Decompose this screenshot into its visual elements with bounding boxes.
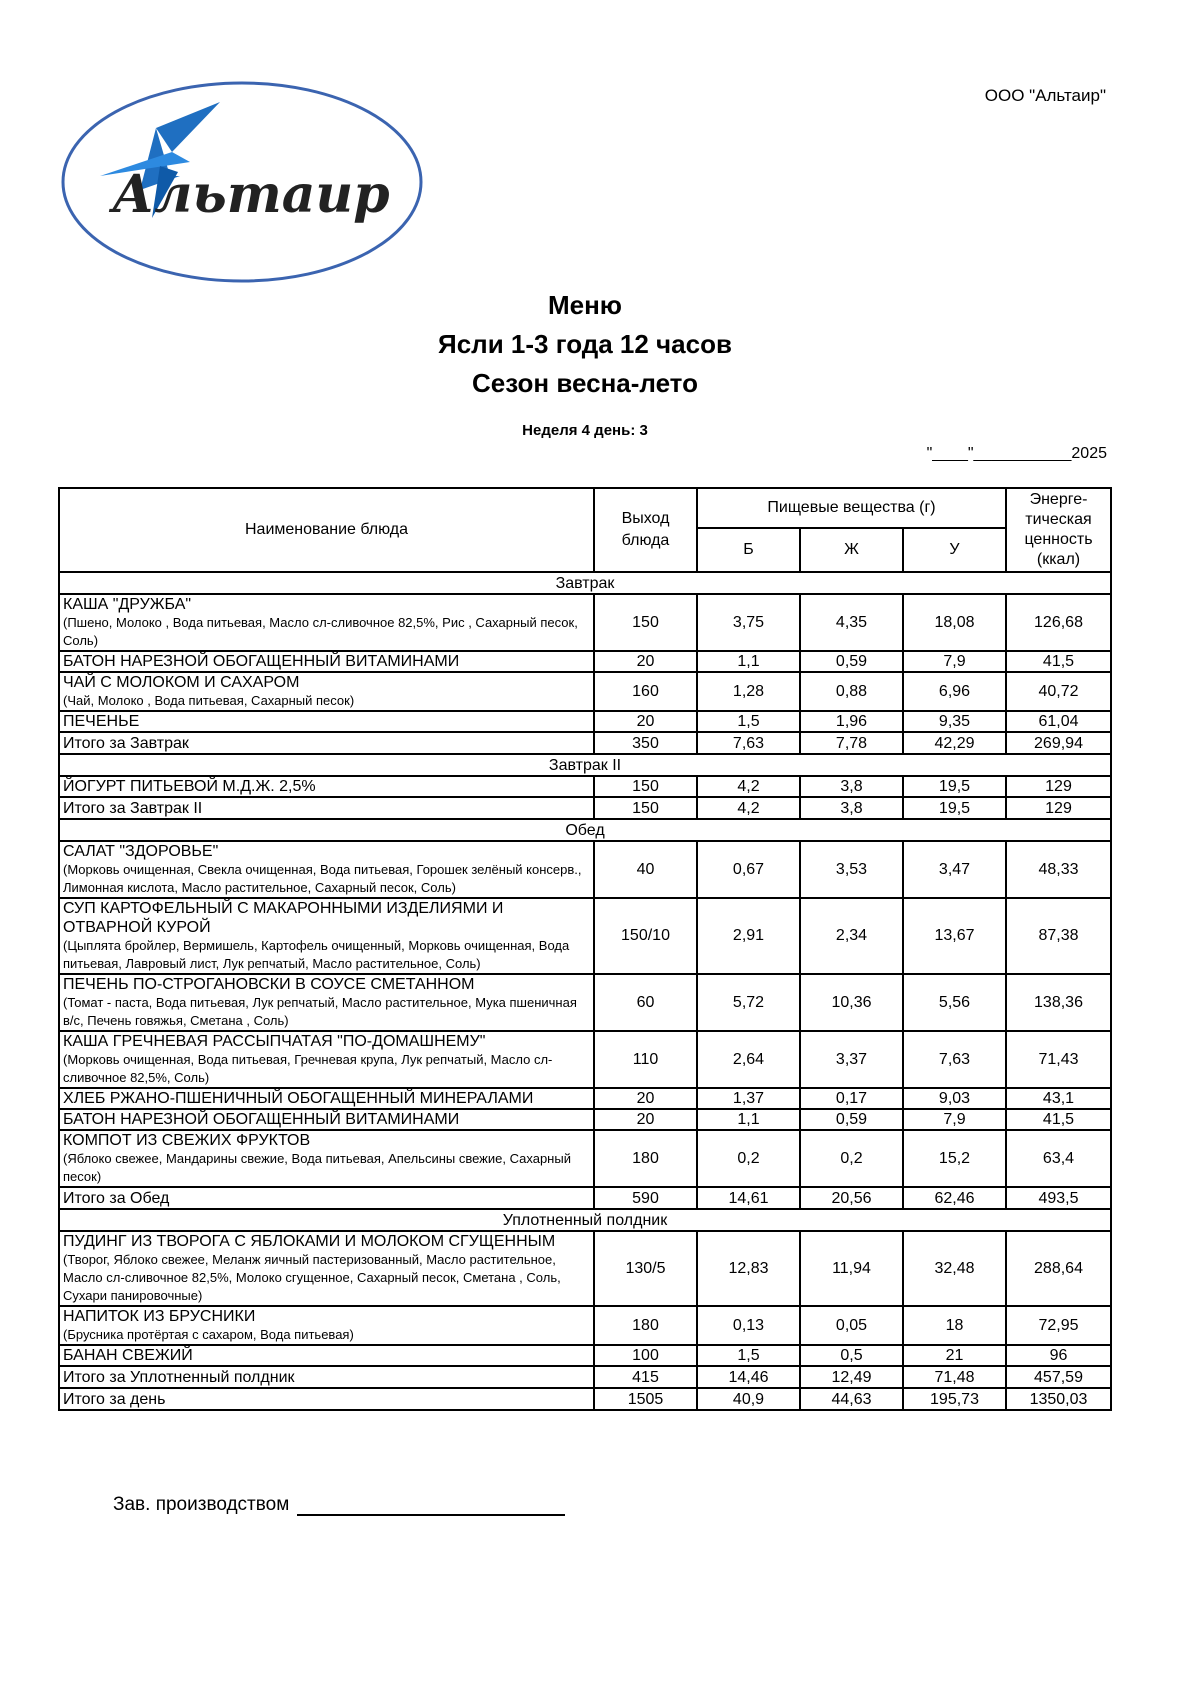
dish-row	[59, 672, 1111, 711]
dish-yield: 150/10	[594, 898, 697, 974]
menu-body	[59, 572, 1111, 1410]
dish-kcal: 41,5	[1006, 651, 1111, 672]
title-season: Сезон весна-лето	[472, 368, 698, 398]
dish-b: 3,75	[697, 594, 800, 651]
total-zh: 20,56	[800, 1187, 903, 1209]
dish-name: ЙОГУРТ ПИТЬЕВОЙ М.Д.Ж. 2,5%	[63, 778, 316, 795]
dish-cell	[59, 1306, 594, 1345]
dish-kcal: 96	[1006, 1345, 1111, 1366]
dish-cell	[59, 1088, 594, 1109]
dish-b: 1,1	[697, 651, 800, 672]
dish-u: 13,67	[903, 898, 1006, 974]
dish-row	[59, 594, 1111, 651]
section-row	[59, 754, 1111, 776]
title-group: Ясли 1-3 года 12 часов	[438, 329, 732, 359]
dish-name: БАТОН НАРЕЗНОЙ ОБОГАЩЕННЫЙ ВИТАМИНАМИ	[63, 1111, 460, 1128]
day-total-yield: 1505	[594, 1388, 697, 1410]
total-kcal: 457,59	[1006, 1366, 1111, 1388]
dish-kcal: 288,64	[1006, 1231, 1111, 1306]
section-row	[59, 572, 1111, 594]
title-menu: Меню	[547, 290, 623, 320]
total-zh: 12,49	[800, 1366, 903, 1388]
signature-label: Зав. производством	[113, 1494, 290, 1515]
dish-ingredients: (Яблоко свежее, Мандарины свежие, Вода питьевая, Апельсины свежие, Сахарный песок)	[63, 1151, 571, 1184]
dish-name: ПУДИНГ ИЗ ТВОРОГА С ЯБЛОКАМИ И МОЛОКОМ СГУЩЕННЫМ	[63, 1233, 556, 1250]
dish-zh: 10,36	[800, 974, 903, 1031]
dish-u: 18	[903, 1306, 1006, 1345]
week-day: Неделя 4 день: 3	[522, 422, 648, 439]
dish-b: 1,5	[697, 711, 800, 732]
dish-u: 7,9	[903, 651, 1006, 672]
date-line: "____"___________2025	[926, 445, 1107, 462]
total-row	[59, 732, 1111, 754]
dish-b: 2,64	[697, 1031, 800, 1088]
dish-u: 21	[903, 1345, 1006, 1366]
section-title: Завтрак	[59, 572, 1111, 594]
dish-name: ЧАЙ С МОЛОКОМ И САХАРОМ	[63, 674, 300, 691]
company-name: ООО "Альтаир"	[984, 86, 1106, 105]
dish-yield: 130/5	[594, 1231, 697, 1306]
dish-zh: 2,34	[800, 898, 903, 974]
dish-ingredients: (Творог, Яблоко свежее, Меланж яичный пастеризованный, Масло растительное, Масло сл-сливочное 82,5%, Молоко сгущенное, Сахарный песок, Сметана , Соль, Сухари панировочные)	[63, 1252, 561, 1303]
dish-b: 1,5	[697, 1345, 800, 1366]
day-total-kcal: 1350,03	[1006, 1388, 1111, 1410]
total-label: Итого за Завтрак II	[59, 797, 594, 819]
dish-row	[59, 1088, 1111, 1109]
dish-cell	[59, 651, 594, 672]
dish-kcal: 87,38	[1006, 898, 1111, 974]
dish-b: 4,2	[697, 776, 800, 797]
dish-u: 32,48	[903, 1231, 1006, 1306]
dish-row	[59, 1345, 1111, 1366]
day-total-b: 40,9	[697, 1388, 800, 1410]
dish-name: БАНАН СВЕЖИЙ	[63, 1347, 193, 1364]
dish-yield: 20	[594, 711, 697, 732]
section-row	[59, 819, 1111, 841]
total-b: 7,63	[697, 732, 800, 754]
dish-row	[59, 711, 1111, 732]
dish-zh: 11,94	[800, 1231, 903, 1306]
total-b: 14,61	[697, 1187, 800, 1209]
dish-u: 19,5	[903, 776, 1006, 797]
header-energy: Энерге-тическая ценность (ккал)	[1006, 488, 1111, 572]
dish-zh: 3,8	[800, 776, 903, 797]
header-u: У	[903, 528, 1006, 572]
dish-cell	[59, 1130, 594, 1187]
dish-kcal: 138,36	[1006, 974, 1111, 1031]
dish-b: 1,28	[697, 672, 800, 711]
dish-cell	[59, 974, 594, 1031]
dish-row	[59, 1130, 1111, 1187]
dish-zh: 3,37	[800, 1031, 903, 1088]
total-yield: 150	[594, 797, 697, 819]
dish-yield: 20	[594, 1088, 697, 1109]
dish-ingredients: (Томат - паста, Вода питьевая, Лук репчатый, Масло растительное, Мука пшеничная в/с, Печень говяжья, Сметана , Соль)	[63, 995, 577, 1028]
dish-row	[59, 1231, 1111, 1306]
header-zh: Ж	[800, 528, 903, 572]
dish-b: 5,72	[697, 974, 800, 1031]
day-total-u: 195,73	[903, 1388, 1006, 1410]
dish-row	[59, 776, 1111, 797]
dish-zh: 0,59	[800, 1109, 903, 1130]
dish-b: 0,2	[697, 1130, 800, 1187]
dish-row	[59, 841, 1111, 898]
dish-name: КОМПОТ ИЗ СВЕЖИХ ФРУКТОВ	[63, 1132, 311, 1149]
altair-logo	[60, 80, 425, 285]
dish-zh: 3,53	[800, 841, 903, 898]
dish-zh: 4,35	[800, 594, 903, 651]
dish-ingredients: (Цыплята бройлер, Вермишель, Картофель очищенный, Морковь очищенная, Вода питьевая, Лавровый лист, Лук репчатый, Масло растительное, Соль)	[63, 938, 570, 971]
dish-cell	[59, 594, 594, 651]
total-kcal: 129	[1006, 797, 1111, 819]
total-row	[59, 1366, 1111, 1388]
dish-cell	[59, 776, 594, 797]
dish-ingredients: (Морковь очищенная, Вода питьевая, Гречневая крупа, Лук репчатый, Масло сл-сливочное 82,5%, Соль)	[63, 1052, 553, 1085]
dish-cell	[59, 672, 594, 711]
dish-row	[59, 1109, 1111, 1130]
dish-zh: 0,05	[800, 1306, 903, 1345]
dish-name: НАПИТОК ИЗ БРУСНИКИ	[63, 1308, 256, 1325]
header-nutrients: Пищевые вещества (г)	[697, 488, 1006, 528]
section-title: Завтрак II	[59, 754, 1111, 776]
total-zh: 3,8	[800, 797, 903, 819]
dish-kcal: 63,4	[1006, 1130, 1111, 1187]
section-row	[59, 1209, 1111, 1231]
dish-b: 12,83	[697, 1231, 800, 1306]
header-name: Наименование блюда	[59, 488, 594, 572]
total-kcal: 493,5	[1006, 1187, 1111, 1209]
total-label: Итого за Обед	[59, 1187, 594, 1209]
section-title: Обед	[59, 819, 1111, 841]
dish-row	[59, 651, 1111, 672]
menu-table	[58, 487, 1112, 1411]
dish-yield: 180	[594, 1306, 697, 1345]
dish-kcal: 41,5	[1006, 1109, 1111, 1130]
dish-ingredients: (Морковь очищенная, Свекла очищенная, Вода питьевая, Горошек зелёный консерв., Лимонная кислота, Масло растительное, Сахарный песок, Соль)	[63, 862, 582, 895]
dish-kcal: 71,43	[1006, 1031, 1111, 1088]
dish-yield: 150	[594, 776, 697, 797]
dish-ingredients: (Пшено, Молоко , Вода питьевая, Масло сл-сливочное 82,5%, Рис , Сахарный песок, Соль)	[63, 615, 578, 648]
dish-yield: 180	[594, 1130, 697, 1187]
dish-zh: 1,96	[800, 711, 903, 732]
dish-cell	[59, 1031, 594, 1088]
header-b: Б	[697, 528, 800, 572]
dish-u: 5,56	[903, 974, 1006, 1031]
dish-b: 2,91	[697, 898, 800, 974]
dish-zh: 0,17	[800, 1088, 903, 1109]
dish-row	[59, 898, 1111, 974]
total-yield: 350	[594, 732, 697, 754]
total-yield: 590	[594, 1187, 697, 1209]
dish-name: БАТОН НАРЕЗНОЙ ОБОГАЩЕННЫЙ ВИТАМИНАМИ	[63, 653, 460, 670]
day-total-row	[59, 1388, 1111, 1410]
total-b: 14,46	[697, 1366, 800, 1388]
dish-ingredients: (Брусника протёртая с сахаром, Вода питьевая)	[63, 1327, 354, 1342]
dish-u: 7,63	[903, 1031, 1006, 1088]
dish-row	[59, 1306, 1111, 1345]
dish-zh: 0,88	[800, 672, 903, 711]
total-u: 42,29	[903, 732, 1006, 754]
dish-row	[59, 974, 1111, 1031]
dish-b: 0,67	[697, 841, 800, 898]
dish-cell	[59, 841, 594, 898]
total-zh: 7,78	[800, 732, 903, 754]
dish-kcal: 126,68	[1006, 594, 1111, 651]
dish-kcal: 48,33	[1006, 841, 1111, 898]
dish-name: ПЕЧЕНЬ ПО-СТРОГАНОВСКИ В СОУСЕ СМЕТАННОМ	[63, 976, 475, 993]
dish-kcal: 129	[1006, 776, 1111, 797]
dish-cell	[59, 1231, 594, 1306]
dish-name: САЛАТ "ЗДОРОВЬЕ"	[63, 843, 219, 860]
signature	[113, 1494, 565, 1516]
dish-cell	[59, 1345, 594, 1366]
dish-yield: 20	[594, 1109, 697, 1130]
logo-text: Альтаир	[112, 164, 390, 225]
dish-u: 9,03	[903, 1088, 1006, 1109]
dish-zh: 0,5	[800, 1345, 903, 1366]
dish-cell	[59, 898, 594, 974]
dish-u: 7,9	[903, 1109, 1006, 1130]
dish-kcal: 61,04	[1006, 711, 1111, 732]
dish-yield: 40	[594, 841, 697, 898]
dish-kcal: 40,72	[1006, 672, 1111, 711]
dish-yield: 110	[594, 1031, 697, 1088]
dish-ingredients: (Чай, Молоко , Вода питьевая, Сахарный песок)	[63, 693, 355, 708]
dish-name: КАША ГРЕЧНЕВАЯ РАССЫПЧАТАЯ "ПО-ДОМАШНЕМУ"	[63, 1033, 486, 1050]
title-block	[0, 286, 1170, 403]
total-row	[59, 797, 1111, 819]
dish-yield: 20	[594, 651, 697, 672]
day-total-zh: 44,63	[800, 1388, 903, 1410]
dish-yield: 60	[594, 974, 697, 1031]
dish-yield: 160	[594, 672, 697, 711]
dish-row	[59, 1031, 1111, 1088]
dish-b: 0,13	[697, 1306, 800, 1345]
day-total-label: Итого за день	[59, 1388, 594, 1410]
dish-yield: 150	[594, 594, 697, 651]
total-b: 4,2	[697, 797, 800, 819]
dish-zh: 0,59	[800, 651, 903, 672]
dish-u: 6,96	[903, 672, 1006, 711]
total-label: Итого за Уплотненный полдник	[59, 1366, 594, 1388]
dish-cell	[59, 1109, 594, 1130]
dish-b: 1,1	[697, 1109, 800, 1130]
dish-cell	[59, 711, 594, 732]
total-u: 71,48	[903, 1366, 1006, 1388]
dish-name: СУП КАРТОФЕЛЬНЫЙ С МАКАРОННЫМИ ИЗДЕЛИЯМИ И ОТВАРНОЙ КУРОЙ	[63, 900, 504, 936]
dish-name: ПЕЧЕНЬЕ	[63, 713, 140, 730]
dish-u: 15,2	[903, 1130, 1006, 1187]
header-yield: Выход блюда	[594, 488, 697, 572]
total-u: 19,5	[903, 797, 1006, 819]
section-title: Уплотненный полдник	[59, 1209, 1111, 1231]
total-label: Итого за Завтрак	[59, 732, 594, 754]
total-kcal: 269,94	[1006, 732, 1111, 754]
dish-kcal: 43,1	[1006, 1088, 1111, 1109]
total-u: 62,46	[903, 1187, 1006, 1209]
dish-name: ХЛЕБ РЖАНО-ПШЕНИЧНЫЙ ОБОГАЩЕННЫЙ МИНЕРАЛАМИ	[63, 1090, 534, 1107]
signature-line	[297, 1496, 565, 1516]
dish-zh: 0,2	[800, 1130, 903, 1187]
dish-kcal: 72,95	[1006, 1306, 1111, 1345]
dish-u: 3,47	[903, 841, 1006, 898]
dish-u: 18,08	[903, 594, 1006, 651]
total-yield: 415	[594, 1366, 697, 1388]
dish-name: КАША "ДРУЖБА"	[63, 596, 192, 613]
dish-u: 9,35	[903, 711, 1006, 732]
dish-yield: 100	[594, 1345, 697, 1366]
total-row	[59, 1187, 1111, 1209]
dish-b: 1,37	[697, 1088, 800, 1109]
